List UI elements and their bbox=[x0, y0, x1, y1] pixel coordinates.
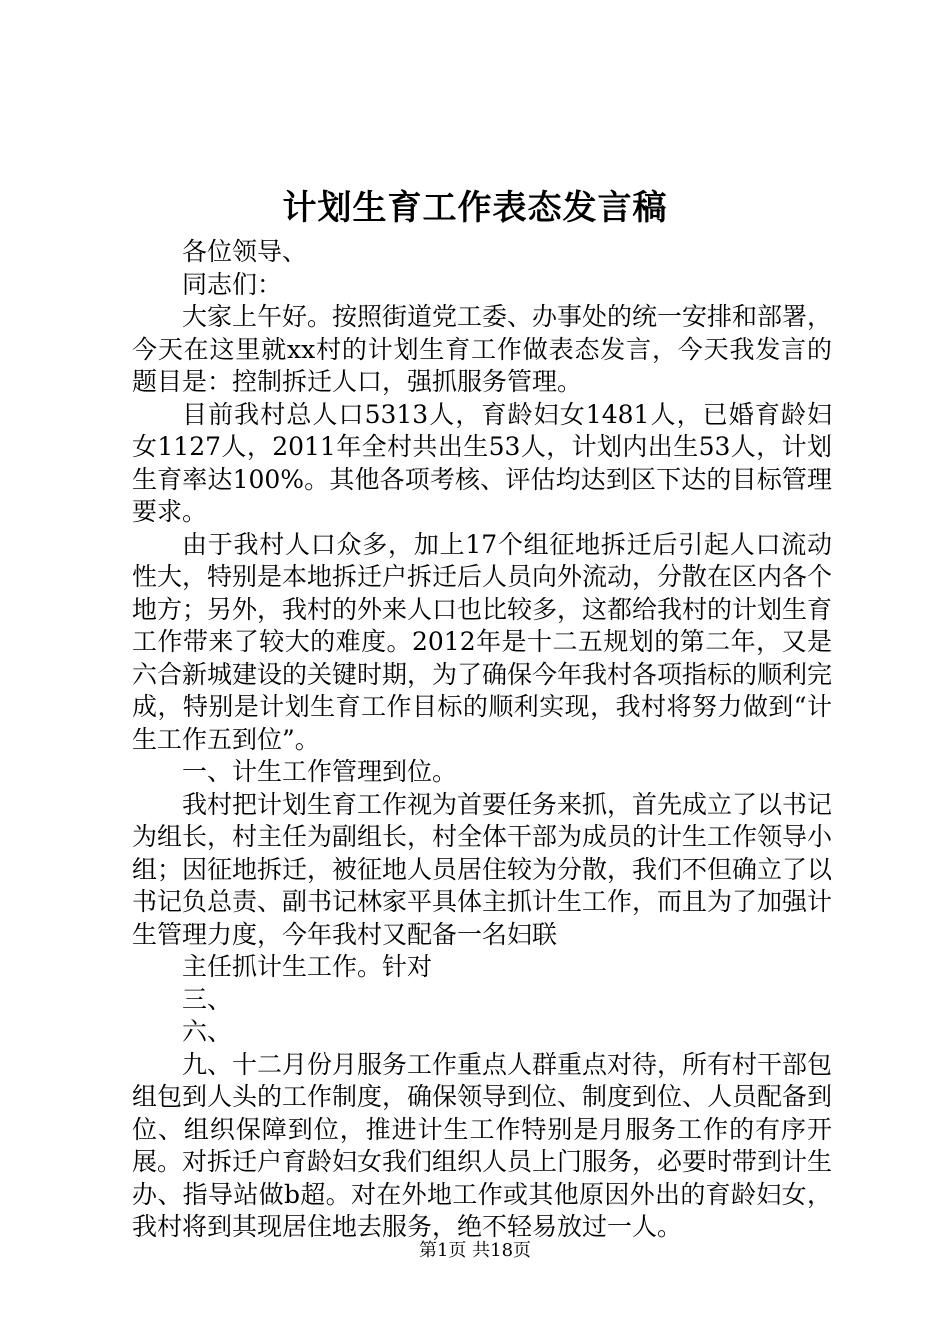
salutation-comrades: 同志们： bbox=[182, 269, 283, 299]
document-title: 计划生育工作表态发言稿 bbox=[282, 188, 668, 228]
page-number-footer: 第1页 共18页 bbox=[418, 1240, 532, 1261]
section-heading-management: 一、计生工作管理到位。 bbox=[182, 757, 458, 786]
paragraph-greeting: 大家上午好。按照街道党工委、办事处的统一安排和部署，今天在这里就xx村的计划生育工作做表态发言，今天我发言的题目是：控制拆迁人口，强抓服务管理。 bbox=[132, 302, 833, 396]
document-body bbox=[132, 236, 832, 1244]
paragraph-leadership-group: 我村把计划生育工作视为首要任务来抓，首先成立了以书记为组长，村主任为副组长，村全体干部为成员的计生工作领导小组；因征地拆迁，被征地人员居住较为分散，我们不但确立了以书记负总责、副书记林家平具体主抓计生工作，而且为了加强计生管理力度，今年我村又配备一名妇联 bbox=[132, 789, 833, 949]
paragraph-fragment-three: 三、 bbox=[182, 984, 233, 1014]
paragraph-challenges: 由于我村人口众多，加上17个组征地拆迁后引起人口流动性大，特别是本地拆迁户拆迁后人员向外流动，分散在区内各个地方；另外，我村的外来人口也比较多，这都给我村的计划生育工作带来了较大的难度。2012年是十二五规划的第二年，又是六合新城建设的关键时期，为了确保今年我村各项指标的顺利完成，特别是计划生育工作目标的顺利实现，我村将努力做到“计生工作五到位”。 bbox=[132, 529, 833, 754]
salutation-leaders: 各位领导、 bbox=[182, 237, 308, 266]
paragraph-population-stats: 目前我村总人口5313人，育龄妇女1481人，已婚育龄妇女1127人，2011年全村共出生53人，计划内出生53人，计划生育率达100%。其他各项考核、评估均达到区下达的目标管理要求。 bbox=[132, 399, 832, 526]
paragraph-monthly-service: 九、十二月份月服务工作重点人群重点对待，所有村干部包组包到人头的工作制度，确保领导到位、制度到位、人员配备到位、组织保障到位，推进计生工作特别是月服务工作的有序开展。对拆迁户育龄妇女我们组织人员上门服务，必要时带到计生办、指导站做b超。对在外地工作或其他原因外出的育龄妇女，我村将到其现居住地去服务，绝不轻易放过一人。 bbox=[132, 1049, 833, 1241]
paragraph-fragment-six: 六、 bbox=[182, 1017, 233, 1046]
paragraph-fragment: 主任抓计生工作。针对 bbox=[182, 952, 433, 981]
